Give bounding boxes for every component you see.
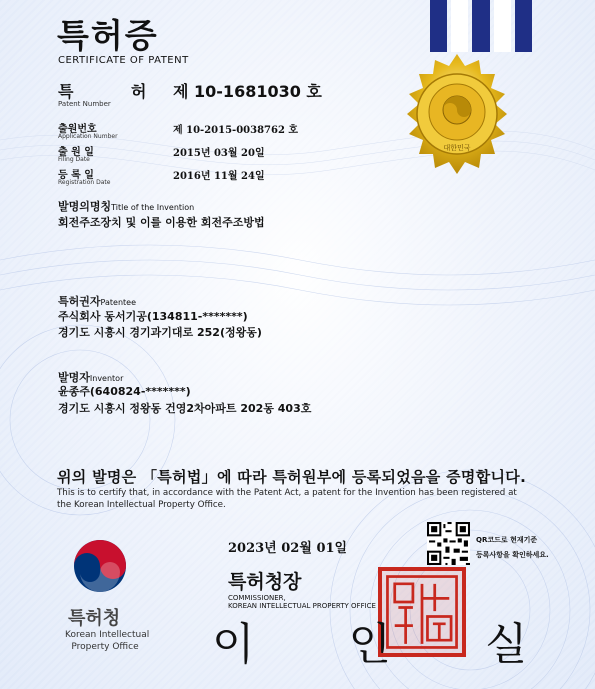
commissioner-title-en-1: COMMISSIONER, (228, 594, 286, 602)
patent-number-label-en: Patent Number (58, 100, 111, 108)
invention-title: 회전주조장치 및 이를 이용한 회전주조방법 (58, 216, 265, 229)
kipo-name-en-1: Korean Intellectual (65, 630, 150, 640)
inventor-label-ko: 발명자 (58, 371, 90, 384)
application-number-value: 제 10-2015-0038762 호 (173, 125, 299, 136)
invention-label-ko: 발명의명칭 (58, 200, 112, 213)
invention-title-label (58, 198, 194, 214)
qr-note-line1: QR코드로 현재기준 (476, 536, 538, 544)
patent-number: 제 10-1681030 호 (173, 82, 322, 101)
certification-statement-en-2: the Korean Intellectual Property Office. (57, 500, 226, 510)
inventor-name: 윤종주(640824-*******) (58, 385, 191, 398)
patentee-label (58, 293, 136, 309)
seal-caption: 대한민국 (443, 144, 471, 152)
registration-date-label-en: Registration Date (58, 179, 111, 186)
patent-label: 특 허 (58, 82, 173, 101)
kipo-name-en-2: Property Office (71, 642, 139, 652)
kipo-logo-icon (72, 538, 128, 594)
kipo-name-ko: 특허청 (68, 608, 121, 629)
registration-date-label: 등 록 일 (58, 170, 94, 181)
application-number-label: 출원번호 (58, 124, 97, 135)
filing-date-label: 출 원 일 (58, 147, 94, 158)
qr-code-icon[interactable] (427, 522, 470, 565)
filing-date-label-en: Filing Date (58, 156, 90, 163)
certification-statement-ko: 위의 발명은 「특허법」에 따라 특허원부에 등록되었음을 증명합니다. (57, 468, 527, 486)
patentee-label-ko: 특허권자 (58, 295, 101, 308)
patentee-address: 경기도 시흥시 경기과기대로 252(정왕동) (58, 326, 262, 339)
patentee-label-en: Patentee (100, 298, 136, 307)
ribbon-stripes (430, 0, 532, 52)
patentee-name: 주식회사 동서기공(134811-*******) (58, 310, 248, 323)
commissioner-title: 특허청장 (228, 571, 302, 593)
commissioner-title-en-2: KOREAN INTELLECTUAL PROPERTY OFFICE (228, 602, 376, 610)
inventor-address: 경기도 시흥시 정왕동 건영2차아파트 202동 403호 (58, 402, 312, 415)
gold-seal-icon (395, 52, 519, 176)
registration-date-value: 2016년 11월 24일 (173, 171, 265, 182)
certification-statement-en-1: This is to certify that, in accordance with the Patent Act, a patent for the Invention has been registered at (57, 488, 517, 498)
qr-note-line2: 등록사항을 확인하세요. (476, 551, 549, 559)
filing-date-value: 2015년 03월 20일 (173, 148, 265, 159)
certificate-title-en: CERTIFICATE OF PATENT (58, 55, 189, 66)
invention-label-en: Title of the Invention (111, 203, 195, 212)
inventor-label-en: Inventor (89, 374, 124, 383)
application-number-label-en: Application Number (58, 133, 118, 140)
commissioner-signature: 이 인 실 (212, 619, 568, 670)
issue-date: 2023년 02월 01일 (228, 541, 348, 556)
certificate-title: 특허증 (57, 16, 159, 55)
